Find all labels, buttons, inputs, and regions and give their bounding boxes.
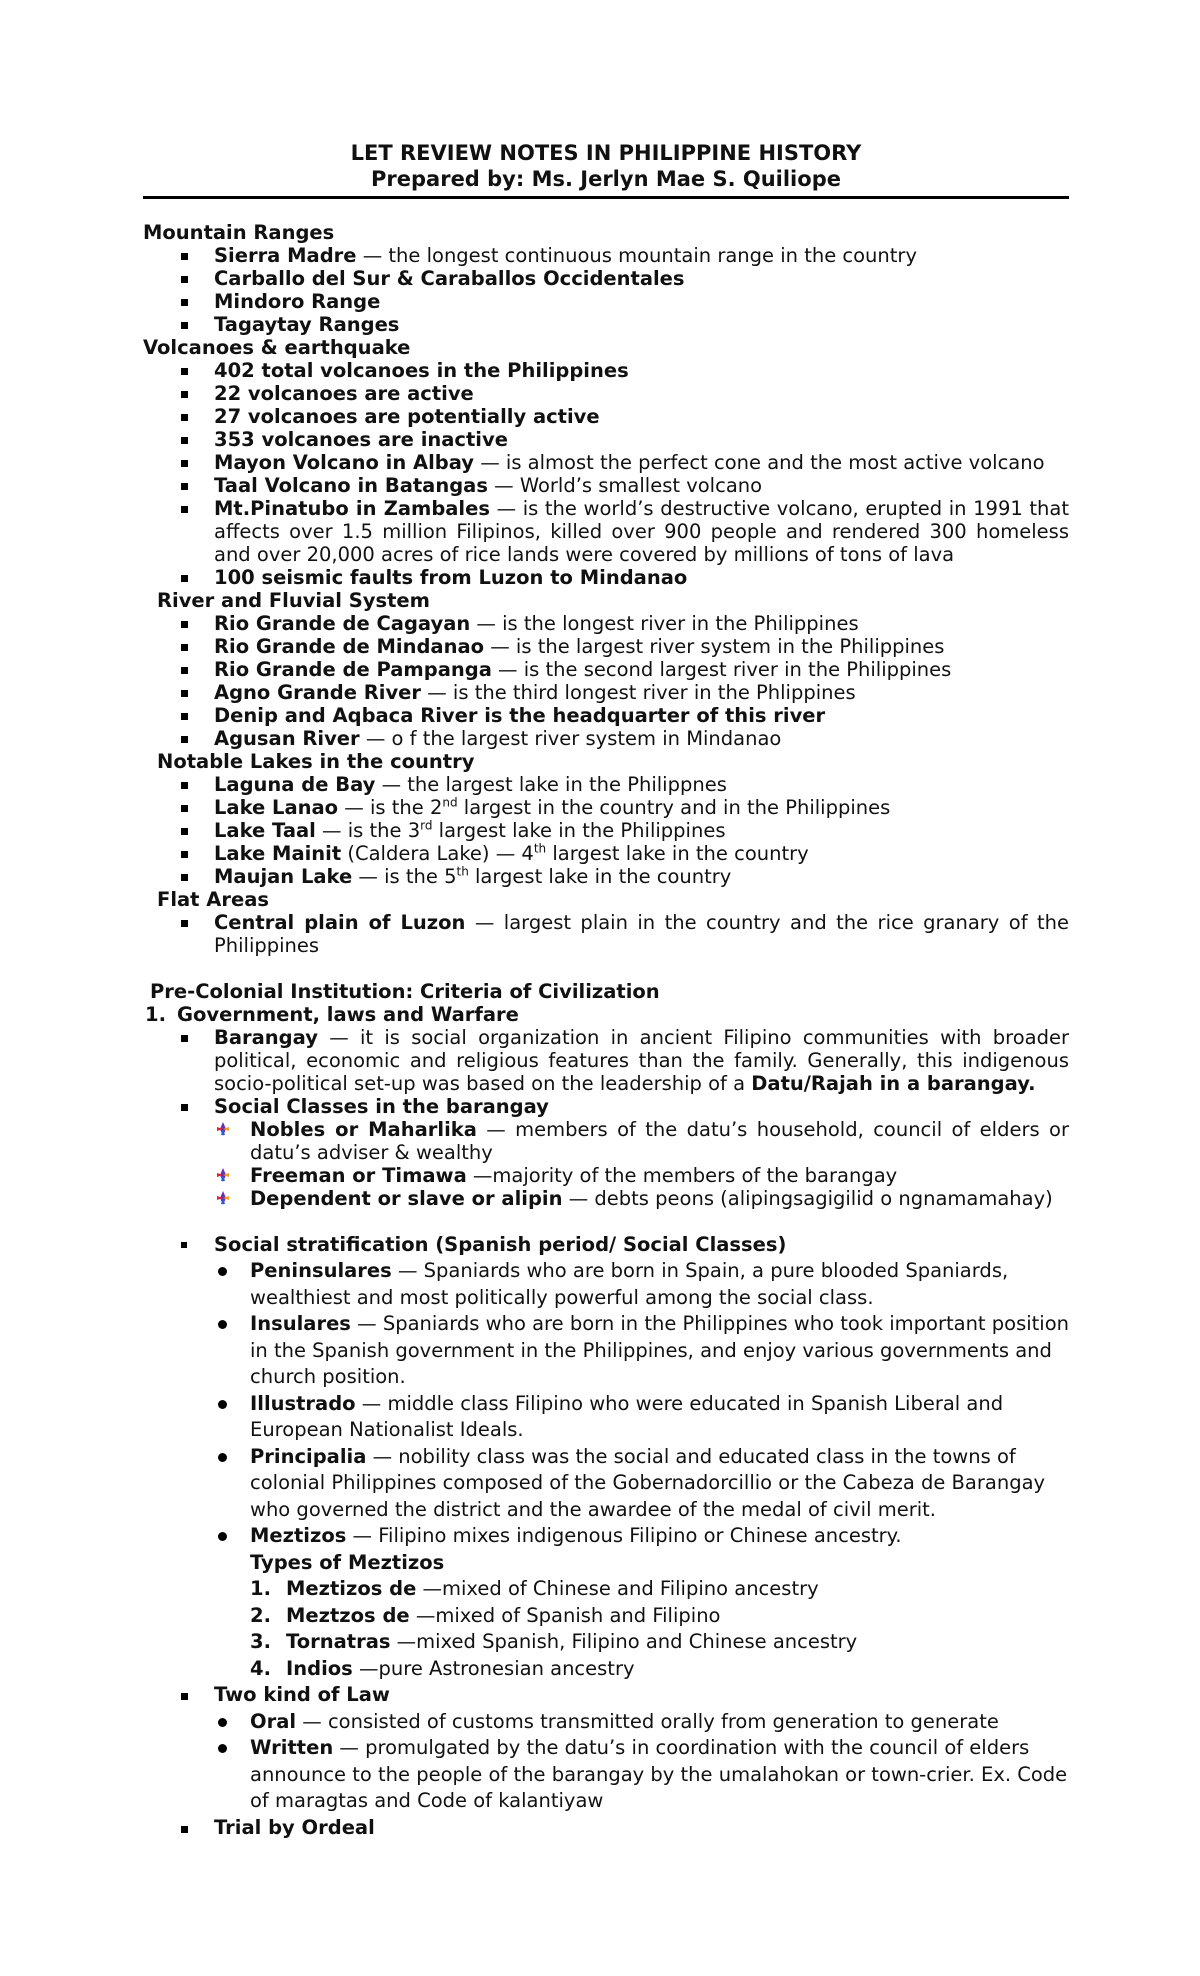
- social-classes-list: [143, 1118, 1069, 1210]
- definition: — Filipino mixes indigenous Filipino or Chinese ancestry.: [346, 1524, 902, 1547]
- square-bullet-icon: [181, 276, 188, 283]
- square-bullet-icon: [181, 828, 188, 835]
- definition: — promulgated by the datu’s in coordination with the council of elders announce to the people of the barangay by the umalahokan or town-crier. Ex. Code of maragtas and Code of kalantiyaw: [250, 1736, 1068, 1812]
- list-item: [143, 1444, 1069, 1524]
- rivers-list: [143, 612, 1069, 750]
- definition-end: largest in the country and in the Philippines: [457, 796, 891, 819]
- term: Indios: [286, 1656, 353, 1680]
- dot-bullet-icon: [218, 1453, 227, 1462]
- term: Dependent or slave or alipin: [250, 1187, 563, 1210]
- definition: — World’s smallest volcano: [487, 474, 763, 497]
- spacer: [143, 957, 1069, 980]
- item-number: 3.: [250, 1630, 271, 1653]
- term-end: Datu/Rajah in a barangay.: [751, 1072, 1036, 1095]
- ordinal-suffix: rd: [420, 818, 433, 833]
- numbered-heading-government: [143, 1003, 1069, 1026]
- square-bullet-icon: [181, 391, 188, 398]
- square-bullet-icon: [181, 644, 188, 651]
- square-bullet-icon: [181, 736, 188, 743]
- term: Carballo del Sur & Caraballos Occidentales: [214, 267, 685, 290]
- square-bullet-icon: [181, 437, 188, 444]
- dot-bullet-icon: [218, 1267, 227, 1276]
- list-item: [143, 819, 1069, 842]
- section-heading-rivers: River and Fluvial System: [157, 589, 430, 612]
- square-bullet-icon: [181, 1242, 187, 1248]
- square-bullet-icon: [181, 253, 188, 260]
- section-heading-lakes: Notable Lakes in the country: [157, 750, 475, 773]
- meztizo-types-list: [143, 1576, 1069, 1682]
- term: Meztizos: [250, 1524, 347, 1547]
- term: Tornatras: [286, 1630, 391, 1653]
- arrow-bullet-icon: [215, 1167, 231, 1183]
- list-item: [143, 727, 1069, 750]
- item-number: 2.: [250, 1603, 271, 1627]
- term: Taal Volcano in Batangas: [214, 474, 488, 497]
- dot-bullet-icon: [218, 1744, 227, 1753]
- list-item: [143, 451, 1069, 474]
- square-bullet-icon: [181, 1826, 188, 1833]
- term: Sierra Madre: [214, 244, 357, 267]
- list-item-social-classes: [143, 1095, 1069, 1118]
- list-item: [143, 911, 1069, 957]
- square-bullet-icon: [181, 368, 188, 375]
- term: Rio Grande de Cagayan: [214, 612, 471, 635]
- term: Social stratification (Spanish period/ Social Classes): [214, 1233, 787, 1256]
- definition: (Caldera Lake) — 4: [341, 842, 534, 865]
- term: 353 volcanoes are inactive: [214, 428, 508, 451]
- term: Maujan Lake: [214, 865, 353, 888]
- term: Trial by Ordeal: [214, 1815, 375, 1839]
- term: Principalia: [250, 1444, 367, 1468]
- square-bullet-icon: [181, 414, 188, 421]
- list-item: [143, 474, 1069, 497]
- square-bullet-icon: [181, 575, 188, 582]
- definition: — is almost the perfect cone and the most active volcano: [474, 451, 1045, 474]
- square-bullet-icon: [181, 460, 188, 467]
- term: Two kind of Law: [214, 1683, 390, 1706]
- square-bullet-icon: [181, 1693, 188, 1700]
- dot-bullet-icon: [218, 1718, 227, 1727]
- square-bullet-icon: [181, 1104, 188, 1111]
- definition: — the largest lake in the Philippnes: [375, 773, 727, 796]
- list-item: [143, 865, 1069, 888]
- heading-label: Government, laws and Warfare: [177, 1003, 519, 1026]
- definition: — members of the datu’s household, council of elders or datu’s adviser & wealthy: [250, 1118, 1069, 1164]
- term: 100 seismic faults from Luzon to Mindanao: [214, 566, 688, 589]
- numbered-item: [143, 1629, 1069, 1656]
- square-bullet-icon: [181, 483, 188, 490]
- definition: — o f the largest river system in Mindanao: [359, 727, 782, 750]
- definition: —majority of the members of the barangay: [466, 1164, 898, 1187]
- list-item: [143, 1709, 1069, 1736]
- definition: — is the 2: [338, 796, 443, 819]
- list-item: [143, 428, 1069, 451]
- definition: — is the largest river system in the Philippines: [484, 635, 945, 658]
- square-bullet-icon: [181, 506, 188, 513]
- square-bullet-icon: [181, 851, 188, 858]
- term: Agno Grande River: [214, 681, 422, 704]
- definition: —pure Astronesian ancestry: [352, 1656, 635, 1680]
- term: Illustrado: [250, 1391, 356, 1415]
- list-item: [143, 635, 1069, 658]
- square-bullet-icon: [181, 621, 188, 628]
- list-item: [143, 704, 1069, 727]
- list-item-barangay: [143, 1026, 1069, 1095]
- numbered-item: [143, 1603, 1069, 1630]
- list-item: [143, 1391, 1069, 1444]
- arrow-bullet-icon: [215, 1121, 231, 1137]
- ordinal-suffix: th: [456, 864, 469, 879]
- section-heading-volcanoes: Volcanoes & earthquake: [143, 336, 411, 359]
- term: Oral: [250, 1709, 297, 1733]
- definition-end: largest lake in the Philippines: [432, 819, 726, 842]
- list-item: [143, 497, 1069, 566]
- term: Lake Taal: [214, 819, 316, 842]
- definition: — Spaniards who are born in Spain, a pure blooded Spaniards, wealthiest and most politically powerful among the social class.: [250, 1259, 1009, 1309]
- definition: —mixed of Spanish and Filipino: [409, 1603, 721, 1627]
- definition: — it is social organization in ancient Filipino communities with broader political, economic and religious features than the family. Generally, this indigenous socio-political set-up was based on the leadership of a: [214, 1026, 1069, 1095]
- definition: — nobility class was the social and educated class in the towns of colonial Philippines composed of the Gobernadorcillio or the Cabeza de Barangay who governed the district and the awardee of the medal of civil merit.: [250, 1444, 1046, 1521]
- list-item: [143, 267, 1069, 290]
- square-bullet-icon: [181, 322, 188, 329]
- square-bullet-icon: [181, 805, 188, 812]
- square-bullet-icon: [181, 920, 188, 927]
- definition: — middle class Filipino who were educated in Spanish Liberal and European Nationalist Ideals.: [250, 1391, 1004, 1441]
- list-item: [143, 1523, 1069, 1550]
- term: Written: [250, 1736, 334, 1759]
- term: Agusan River: [214, 727, 360, 750]
- definition: — debts peons (alipingsagigilid o ngnamamahay): [562, 1187, 1053, 1210]
- term: 22 volcanoes are active: [214, 382, 474, 405]
- document-title: LET REVIEW NOTES IN PHILIPPINE HISTORY: [350, 141, 862, 165]
- list-item: [143, 290, 1069, 313]
- definition: — is the second largest river in the Philippines: [491, 658, 952, 681]
- definition: —mixed of Chinese and Filipino ancestry: [416, 1577, 819, 1600]
- heading-number: 1.: [145, 1003, 166, 1026]
- flat-areas-list: [143, 911, 1069, 957]
- term: Meztzos de: [286, 1603, 410, 1627]
- definition-end: largest lake in the country: [468, 865, 732, 888]
- list-item: [143, 359, 1069, 382]
- definition: — Spaniards who are born in the Philippines who took important position in the Spanish government in the Philippines, and enjoy various governments and church position.: [250, 1312, 1070, 1388]
- term: 27 volcanoes are potentially active: [214, 405, 600, 428]
- square-bullet-icon: [181, 874, 188, 881]
- term: Insulares: [250, 1312, 351, 1335]
- term: Mayon Volcano in Albay: [214, 451, 474, 474]
- list-item: [143, 658, 1069, 681]
- dot-bullet-icon: [218, 1532, 227, 1541]
- item-number: 4.: [250, 1656, 271, 1680]
- square-bullet-icon: [181, 667, 188, 674]
- square-bullet-icon: [181, 299, 188, 306]
- term: Laguna de Bay: [214, 773, 376, 796]
- list-item: [143, 382, 1069, 405]
- term: Mindoro Range: [214, 290, 381, 313]
- term: Rio Grande de Mindanao: [214, 635, 485, 658]
- term: Tagaytay Ranges: [214, 313, 400, 336]
- definition: — is the 5: [352, 865, 457, 888]
- volcanoes-list: [143, 359, 1069, 589]
- term: Barangay: [214, 1026, 318, 1049]
- list-item: [143, 313, 1069, 336]
- laws-list: [143, 1709, 1069, 1815]
- ordinal-suffix: nd: [442, 795, 458, 810]
- list-item: [143, 842, 1069, 865]
- term: Peninsulares: [250, 1259, 392, 1282]
- term: Central plain of Luzon: [214, 911, 466, 934]
- definition: — the longest continuous mountain range in the country: [356, 244, 917, 267]
- list-item: [143, 612, 1069, 635]
- list-item-trial: [143, 1815, 1069, 1842]
- document-page: [143, 140, 1069, 1841]
- square-bullet-icon: [181, 690, 188, 697]
- stratification-list: [143, 1258, 1069, 1550]
- term: Denip and Aqbaca River is the headquarter of this river: [214, 704, 826, 727]
- list-item: [143, 244, 1069, 267]
- section-heading-precolonial: Pre-Colonial Institution: Criteria of Civilization: [150, 980, 660, 1003]
- list-item: [143, 1118, 1069, 1164]
- document-author: Prepared by: Ms. Jerlyn Mae S. Quiliope: [371, 167, 841, 191]
- definition: — consisted of customs transmitted orally from generation to generate: [296, 1709, 999, 1733]
- mountains-list: [143, 244, 1069, 336]
- definition: — is the 3: [315, 819, 421, 842]
- term: Meztizos de: [286, 1577, 417, 1600]
- term: Social Classes in the barangay: [214, 1095, 549, 1118]
- list-item: [143, 1258, 1069, 1311]
- square-bullet-icon: [181, 782, 188, 789]
- definition: —mixed Spanish, Filipino and Chinese ancestry: [390, 1630, 858, 1653]
- definition: — largest plain in the country and the rice granary of the Philippines: [214, 911, 1069, 957]
- dot-bullet-icon: [218, 1400, 227, 1409]
- numbered-item: [143, 1656, 1069, 1683]
- list-item-law: [143, 1682, 1069, 1709]
- dot-bullet-icon: [218, 1320, 227, 1329]
- numbered-item: [143, 1576, 1069, 1603]
- lakes-list: [143, 773, 1069, 888]
- square-bullet-icon: [181, 1035, 188, 1042]
- term: Freeman or Timawa: [250, 1164, 467, 1187]
- ordinal-suffix: th: [533, 841, 547, 856]
- term: 402 total volcanoes in the Philippines: [214, 359, 629, 382]
- list-item: [143, 773, 1069, 796]
- item-number: 1.: [250, 1577, 271, 1600]
- term: Lake Mainit: [214, 842, 342, 865]
- list-item: [143, 566, 1069, 589]
- definition: — is the world’s destructive volcano, erupted in 1991 that affects over 1.5 million Filipinos, killed over 900 people and rendered 300 homeless and over 20,000 acres of rice lands were covered by millions of tons of lava: [214, 497, 1069, 566]
- definition-end: largest lake in the country: [546, 842, 809, 865]
- list-item-stratification: [143, 1233, 1069, 1256]
- list-item: [143, 1187, 1069, 1210]
- types-heading: Types of Meztizos: [250, 1550, 445, 1574]
- list-item: [143, 405, 1069, 428]
- list-item: [143, 796, 1069, 819]
- definition: — is the longest river in the Philippines: [470, 612, 859, 635]
- square-bullet-icon: [181, 713, 188, 720]
- term: Nobles or Maharlika: [250, 1118, 477, 1141]
- list-item: [143, 1164, 1069, 1187]
- list-item: [143, 681, 1069, 704]
- term: Rio Grande de Pampanga: [214, 658, 492, 681]
- list-item: [143, 1311, 1069, 1391]
- spacer: [143, 1210, 1069, 1233]
- term: Mt.Pinatubo in Zambales: [214, 497, 490, 520]
- title-rule: [143, 196, 1069, 199]
- arrow-bullet-icon: [215, 1190, 231, 1206]
- term: Lake Lanao: [214, 796, 339, 819]
- definition: — is the third longest river in the Phlippines: [421, 681, 856, 704]
- section-heading-mountains: Mountain Ranges: [143, 221, 335, 244]
- section-heading-flat-areas: Flat Areas: [157, 888, 269, 911]
- list-item: [143, 1735, 1069, 1815]
